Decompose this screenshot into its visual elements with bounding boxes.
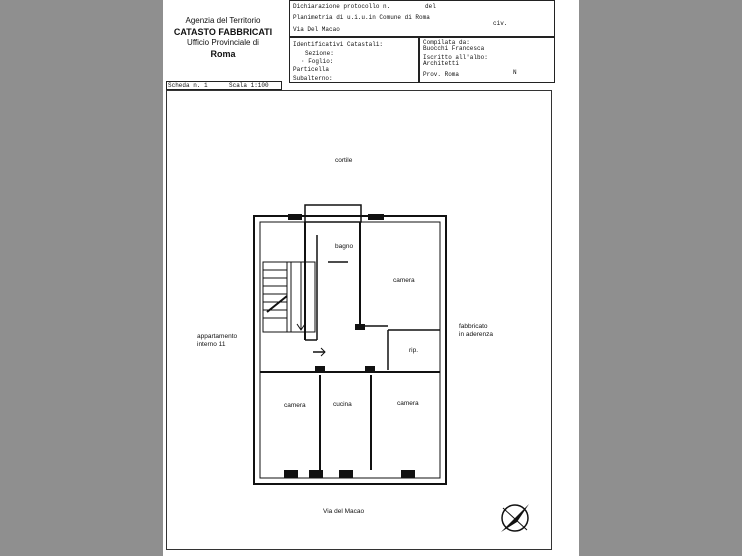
sheet-number: Scheda n. 1	[168, 82, 208, 89]
agency-office: Ufficio Provinciale di	[187, 38, 259, 47]
address-label: Via Del Macao	[293, 26, 340, 33]
date-label: del	[425, 3, 436, 10]
sheet-scale: Scala 1:100	[229, 82, 269, 89]
agency-department: CATASTO FABBRICATI	[173, 27, 273, 37]
storage-label: rip.	[409, 347, 419, 354]
province-label: Prov. Roma	[423, 71, 460, 78]
north-arrow-icon	[501, 504, 529, 532]
subalterno-label: Subalterno:	[293, 75, 333, 82]
identifiers-title: Identificativi Catastali:	[293, 41, 384, 48]
particella-label: Particella	[293, 66, 330, 73]
neighbor-left-line1: appartamento	[197, 333, 238, 340]
sezione-label: Sezione:	[305, 50, 334, 57]
compiled-title: Compilata da:	[423, 39, 470, 46]
courtyard-label: cortile	[335, 157, 353, 164]
bathroom-label: bagno	[335, 243, 354, 250]
kitchen-label: cucina	[333, 401, 352, 408]
registered-label: Iscritto all'albo:	[423, 54, 488, 61]
street-label: Via del Macao	[323, 508, 365, 515]
neighbor-right-line2: in aderenza	[459, 331, 493, 338]
floor-plan-drawing	[163, 0, 579, 556]
agency-city: Roma	[210, 49, 236, 59]
registration-number: N	[513, 69, 517, 76]
room-bottom-left-label: camera	[284, 402, 306, 409]
protocol-label: Dichiarazione protocollo n.	[293, 3, 391, 10]
floor-plan-sheet	[163, 0, 579, 556]
neighbor-left-line2: interno 11	[197, 341, 226, 348]
room-top-right-label: camera	[393, 277, 415, 284]
foglio-label: · Foglio:	[301, 58, 334, 65]
civic-label: civ.	[493, 20, 508, 27]
compiler-name: Buocchi Francesca	[423, 45, 485, 52]
agency-name: Agenzia del Territorio	[185, 16, 261, 25]
neighbor-right-line1: fabbricato	[459, 323, 488, 330]
planimetry-label: Planimetria di u.i.u.in Comune di Roma	[293, 14, 430, 21]
room-bottom-right-label: camera	[397, 400, 419, 407]
profession-label: Architetti	[423, 60, 460, 67]
